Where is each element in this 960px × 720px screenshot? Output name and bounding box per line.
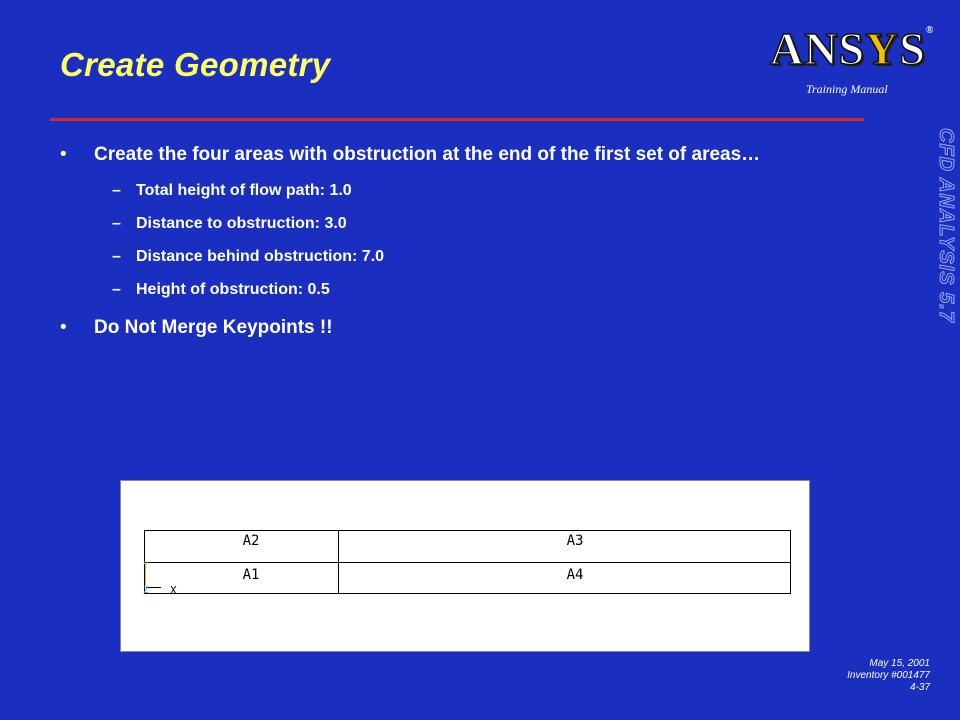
footer-date: May 15, 2001 [869,658,930,669]
sub-item-text: Distance to obstruction: 3.0 [136,215,347,232]
training-manual-label: Training Manual [806,82,888,96]
triad-z-label: Z [143,586,149,596]
area-plot [121,481,809,651]
area-label-a2: A2 [242,533,260,549]
area-outlines [145,531,791,594]
area-label-a3: A3 [566,533,584,549]
logo-text-accent: Y [865,23,900,74]
triad-x-label: X [170,584,177,597]
sub-item [60,280,860,300]
bullet-icon: • [60,317,67,338]
sub-item [60,214,860,234]
dash-icon: – [112,215,121,232]
sub-item-text: Total height of flow path: 1.0 [136,182,352,199]
bullet-text: Do Not Merge Keypoints !! [94,317,333,338]
bullet-icon: • [60,144,67,165]
triad-y-label: Y [143,561,149,571]
bullet-item [60,142,860,168]
coordinate-triad [143,561,177,597]
bullet-text: Create the four areas with obstruction at the end of the first set of areas… [94,144,761,165]
sub-item-text: Height of obstruction: 0.5 [136,281,330,298]
bullet-item [60,315,860,341]
logo-text-part: S [838,23,866,74]
area-label-a4: A4 [566,567,584,583]
logo-text-part: S [899,23,926,74]
footer-inventory: Inventory #001477 [847,670,930,681]
geometry-figure [120,480,810,652]
footer-page-number: 4-37 [909,682,930,693]
slide-title: Create Geometry [60,46,331,83]
sub-item [60,247,860,267]
sub-item [60,181,860,201]
dash-icon: – [112,281,121,298]
slide-body [60,142,860,341]
area-label-a1: A1 [242,567,260,583]
ansys-logo [770,23,935,74]
title-divider [50,118,864,121]
sub-item-text: Distance behind obstruction: 7.0 [136,248,385,265]
slide-footer [847,658,930,694]
registered-mark: ® [925,25,935,36]
dash-icon: – [112,182,121,199]
dash-icon: – [112,248,121,265]
side-course-label: CFD ANALYSIS 5.7 [935,128,957,323]
logo-text-part: AN [770,23,839,74]
